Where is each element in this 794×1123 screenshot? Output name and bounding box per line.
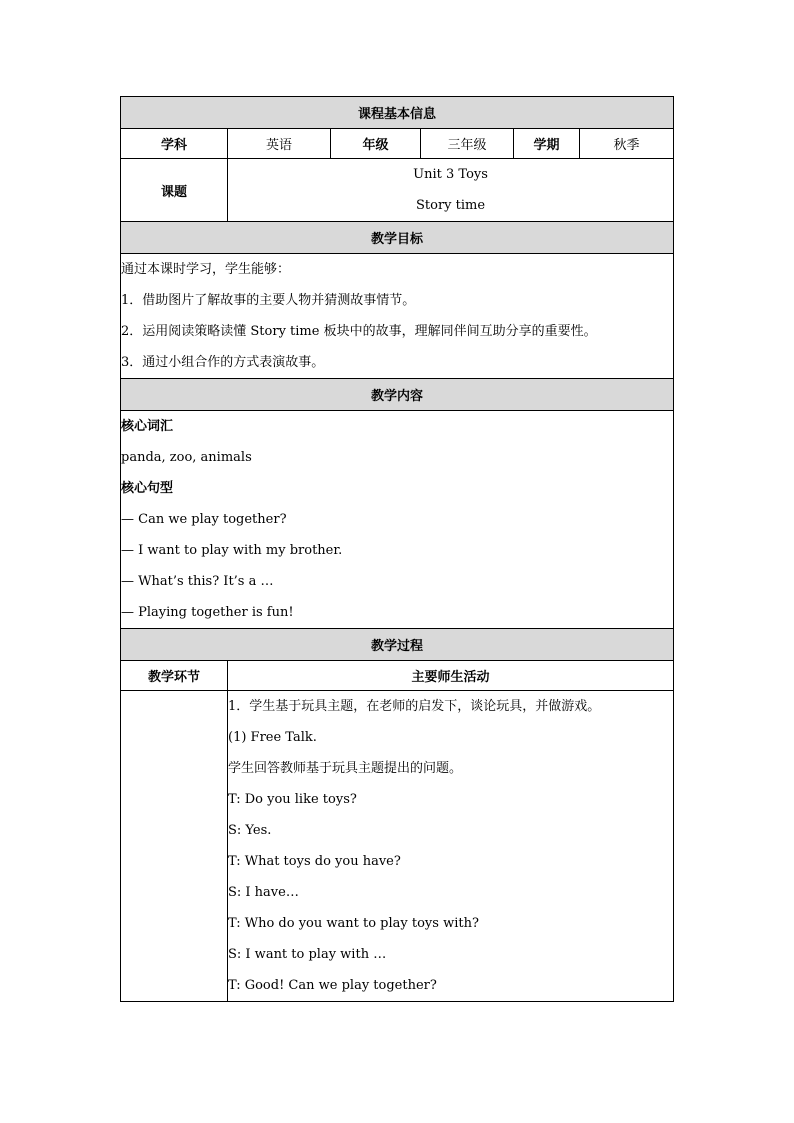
patterns-title: 核心句型: [121, 481, 174, 496]
objectives-cell: [121, 254, 674, 379]
content-cell: [121, 411, 674, 629]
process-columns-row: [121, 661, 674, 691]
activity-line: 学生回答教师基于玩具主题提出的问题。: [228, 761, 463, 776]
activity-line: T: What toys do you have?: [228, 854, 401, 869]
basic-info-header: 课程基本信息: [121, 97, 674, 129]
lesson-plan-table: [120, 96, 674, 1002]
activity-line: T: Who do you want to play toys with?: [228, 916, 479, 931]
grade-label: 年级: [331, 129, 421, 159]
topic-unit: Unit 3 Toys: [413, 167, 488, 182]
objectives-header-row: [121, 222, 674, 254]
activity-line: S: Yes.: [228, 823, 272, 838]
objective-item: 1．借助图片了解故事的主要人物并猜测故事情节。: [121, 293, 416, 308]
activity-line: 1．学生基于玩具主题，在老师的启发下，谈论玩具，并做游戏。: [228, 699, 601, 714]
activity-line: T: Do you like toys?: [228, 792, 357, 807]
topic-label: 课题: [121, 159, 228, 222]
objectives-header: 教学目标: [121, 222, 674, 254]
topic-cell: [228, 159, 674, 222]
info-row: [121, 129, 674, 159]
basic-info-header-row: [121, 97, 674, 129]
vocab-list: panda, zoo, animals: [121, 450, 252, 465]
activity-line: T: Good! Can we play together?: [228, 978, 437, 993]
pattern-item: — Playing together is fun!: [121, 605, 294, 620]
pattern-item: — I want to play with my brother.: [121, 543, 343, 558]
content-row: [121, 411, 674, 629]
activity-cell: [228, 691, 674, 1002]
term-value: 秋季: [580, 129, 674, 159]
subject-value: 英语: [228, 129, 331, 159]
topic-section: Story time: [416, 198, 486, 213]
activity-column-header: 主要师生活动: [228, 661, 674, 691]
objective-item: 2．运用阅读策略读懂 Story time 板块中的故事，理解同伴间互助分享的重要性。: [121, 324, 597, 339]
term-label: 学期: [514, 129, 580, 159]
stage-cell: [121, 691, 228, 1002]
vocab-title: 核心词汇: [121, 419, 174, 434]
objective-intro: 通过本课时学习，学生能够：: [121, 262, 291, 277]
stage-column-header: 教学环节: [121, 661, 228, 691]
pattern-item: — Can we play together?: [121, 512, 287, 527]
process-header: 教学过程: [121, 629, 674, 661]
activity-line: S: I want to play with …: [228, 947, 387, 962]
grade-value: 三年级: [421, 129, 514, 159]
pattern-item: — What’s this? It’s a …: [121, 574, 274, 589]
objective-item: 3．通过小组合作的方式表演故事。: [121, 355, 325, 370]
topic-row: [121, 159, 674, 222]
activity-line: S: I have…: [228, 885, 299, 900]
process-header-row: [121, 629, 674, 661]
process-row: [121, 691, 674, 1002]
content-header-row: [121, 379, 674, 411]
activity-line: (1) Free Talk.: [228, 730, 317, 745]
subject-label: 学科: [121, 129, 228, 159]
content-header: 教学内容: [121, 379, 674, 411]
objectives-row: [121, 254, 674, 379]
